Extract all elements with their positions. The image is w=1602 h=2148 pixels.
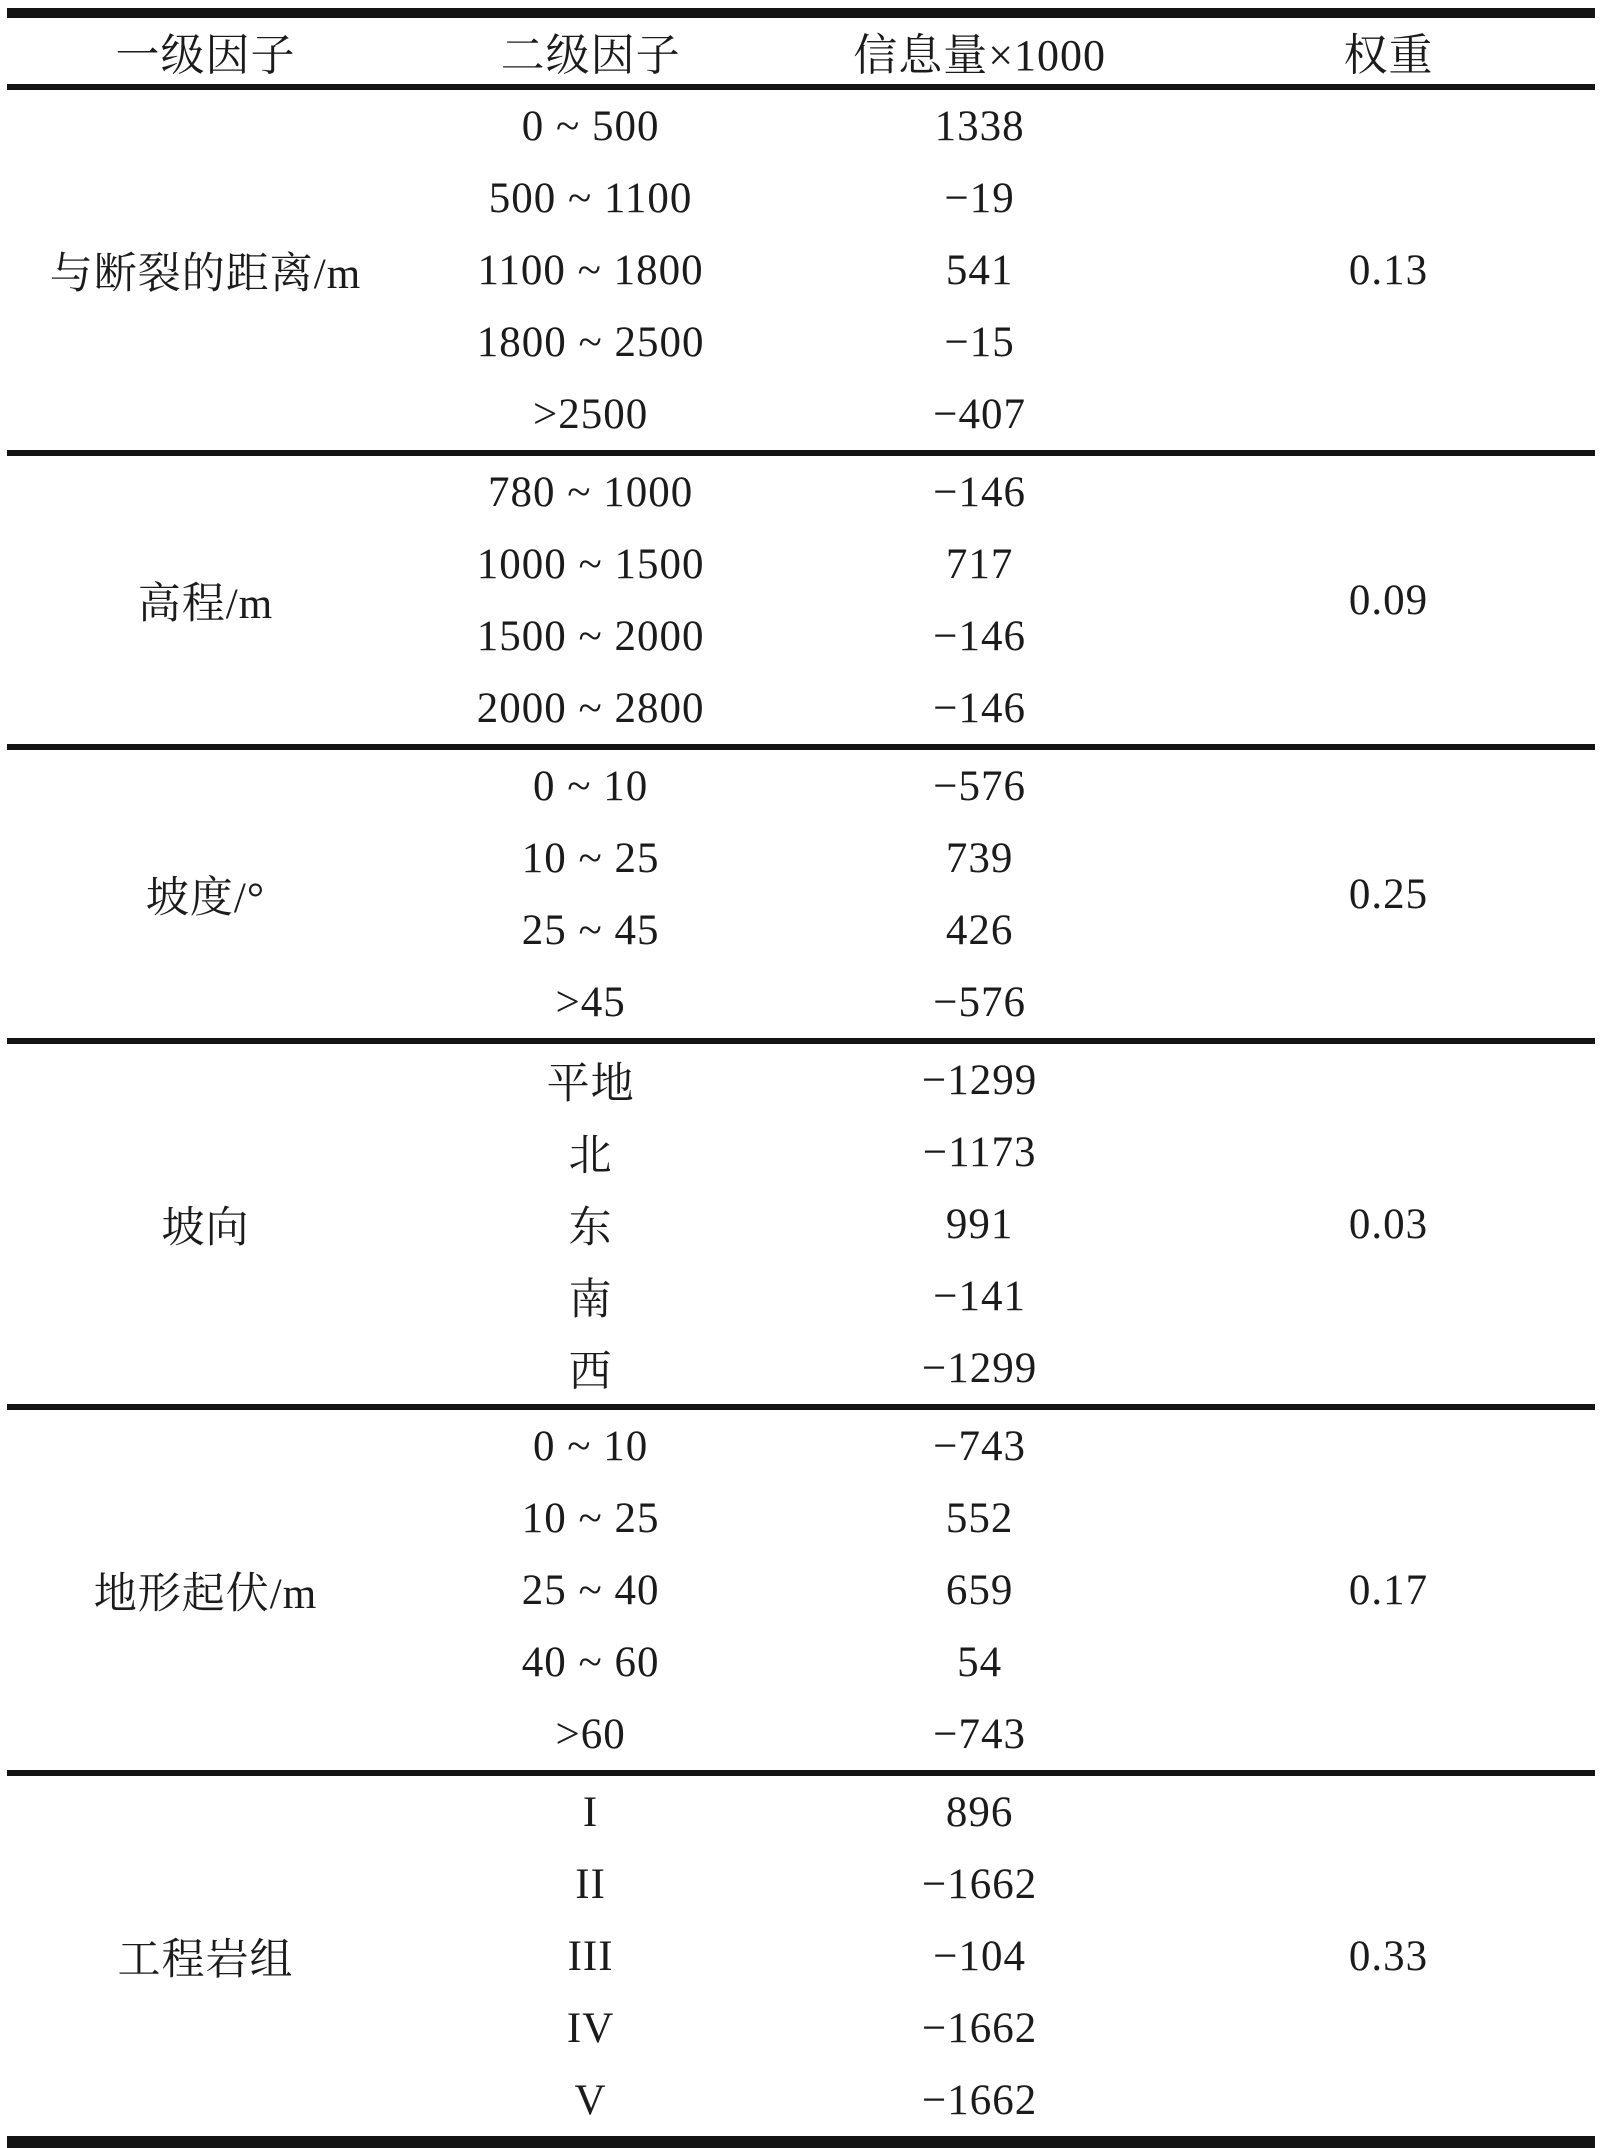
information-value-cell: −141 (933, 1272, 1027, 1320)
information-value-cell: −146 (933, 612, 1027, 660)
secondary-factor-cell: >2500 (404, 378, 777, 453)
information-value-cell: −146 (777, 672, 1182, 747)
secondary-factor-cell: 北 (568, 1132, 613, 1180)
secondary-factor-cell: 0 ~ 500 (521, 102, 660, 150)
table-row (7, 87, 1595, 162)
primary-factor-cell: 与断裂的距离/m (7, 87, 404, 453)
primary-factor-cell: 坡度/° (7, 747, 404, 1041)
secondary-factor-cell: 东 (568, 1204, 613, 1252)
information-value-cell: 991 (945, 1200, 1014, 1248)
information-value-cell: −1299 (922, 1056, 1038, 1104)
secondary-factor-cell: 2000 ~ 2800 (404, 672, 777, 747)
secondary-factor-cell: 平地 (546, 1060, 635, 1108)
factor-weight-table (7, 8, 1595, 2148)
information-value-cell: 659 (945, 1566, 1014, 1614)
primary-factor-cell: 高程/m (7, 453, 404, 747)
primary-factor-cell: 坡向 (7, 1041, 404, 1407)
header-secondary-factor: 二级因子 (404, 13, 777, 87)
weight-cell: 0.13 (1182, 87, 1595, 453)
information-value-cell: 1338 (934, 102, 1025, 150)
information-value-cell: −1173 (922, 1128, 1037, 1176)
information-value-cell: −743 (777, 1698, 1182, 1773)
secondary-factor-cell: 25 ~ 40 (521, 1566, 660, 1614)
primary-factor-cell: 工程岩组 (117, 1936, 294, 1984)
table-row (7, 1041, 1595, 1116)
table-row (7, 453, 1595, 528)
information-value-cell: −1299 (777, 1332, 1182, 1407)
information-value-cell: −407 (777, 378, 1182, 453)
secondary-factor-cell: >60 (404, 1698, 777, 1773)
information-value-cell: −1662 (922, 1860, 1038, 1908)
header-row (7, 13, 1595, 87)
information-value-cell: 717 (945, 540, 1014, 588)
information-value-cell: 896 (945, 1788, 1014, 1836)
secondary-factor-cell: 南 (568, 1276, 613, 1324)
secondary-factor-cell: 西 (404, 1332, 777, 1407)
secondary-factor-cell: 500 ~ 1100 (488, 174, 693, 222)
information-value-cell: −1662 (922, 2076, 1038, 2124)
information-value-cell: 54 (957, 1638, 1003, 1686)
information-value-cell: −743 (933, 1422, 1027, 1470)
secondary-factor-cell: I (582, 1788, 599, 1836)
table-row (7, 747, 1595, 822)
secondary-factor-cell: 1500 ~ 2000 (476, 612, 705, 660)
secondary-factor-cell: II (575, 1860, 606, 1908)
weight-cell: 0.17 (1182, 1407, 1595, 1773)
information-value-cell: 541 (945, 246, 1014, 294)
weight-cell: 0.03 (1182, 1041, 1595, 1407)
secondary-factor-cell: 10 ~ 25 (521, 834, 660, 882)
secondary-factor-cell: >45 (404, 966, 777, 1041)
header-primary-factor: 一级因子 (7, 13, 404, 87)
header-information-x1000: 信息量×1000 (777, 13, 1182, 87)
table-row (7, 1773, 1595, 1848)
weight-cell: 0.25 (1182, 747, 1595, 1041)
information-value-cell: −1662 (922, 2004, 1038, 2052)
information-value-cell: −19 (944, 174, 1015, 222)
information-value-cell: −15 (944, 318, 1015, 366)
secondary-factor-cell: 25 ~ 45 (521, 906, 660, 954)
secondary-factor-cell: 1800 ~ 2500 (476, 318, 705, 366)
secondary-factor-cell: 1000 ~ 1500 (476, 540, 705, 588)
primary-factor-cell: 地形起伏/m (7, 1407, 404, 1773)
secondary-factor-cell: 0 ~ 10 (532, 1422, 649, 1470)
table-header (7, 13, 1595, 87)
information-value-cell: −576 (777, 966, 1182, 1041)
information-value-cell: −576 (933, 762, 1027, 810)
information-value-cell: −146 (933, 468, 1027, 516)
secondary-factor-cell: III (567, 1932, 614, 1980)
information-value-cell: 426 (945, 906, 1014, 954)
secondary-factor-cell: V (574, 2076, 607, 2124)
weight-cell: 0.33 (1348, 1932, 1429, 1980)
weight-cell: 0.09 (1182, 453, 1595, 747)
secondary-factor-cell: 1100 ~ 1800 (477, 246, 704, 294)
secondary-factor-cell: 10 ~ 25 (521, 1494, 660, 1542)
table-body (7, 87, 1595, 2142)
secondary-factor-cell: IV (566, 2004, 615, 2052)
information-value-cell: 552 (945, 1494, 1014, 1542)
table-row (7, 1407, 1595, 1482)
secondary-factor-cell: 40 ~ 60 (521, 1638, 660, 1686)
secondary-factor-cell: 780 ~ 1000 (487, 468, 694, 516)
information-value-cell: 739 (945, 834, 1014, 882)
information-value-cell: −104 (933, 1932, 1027, 1980)
secondary-factor-cell: 0 ~ 10 (532, 762, 649, 810)
header-weight: 权重 (1182, 13, 1595, 87)
